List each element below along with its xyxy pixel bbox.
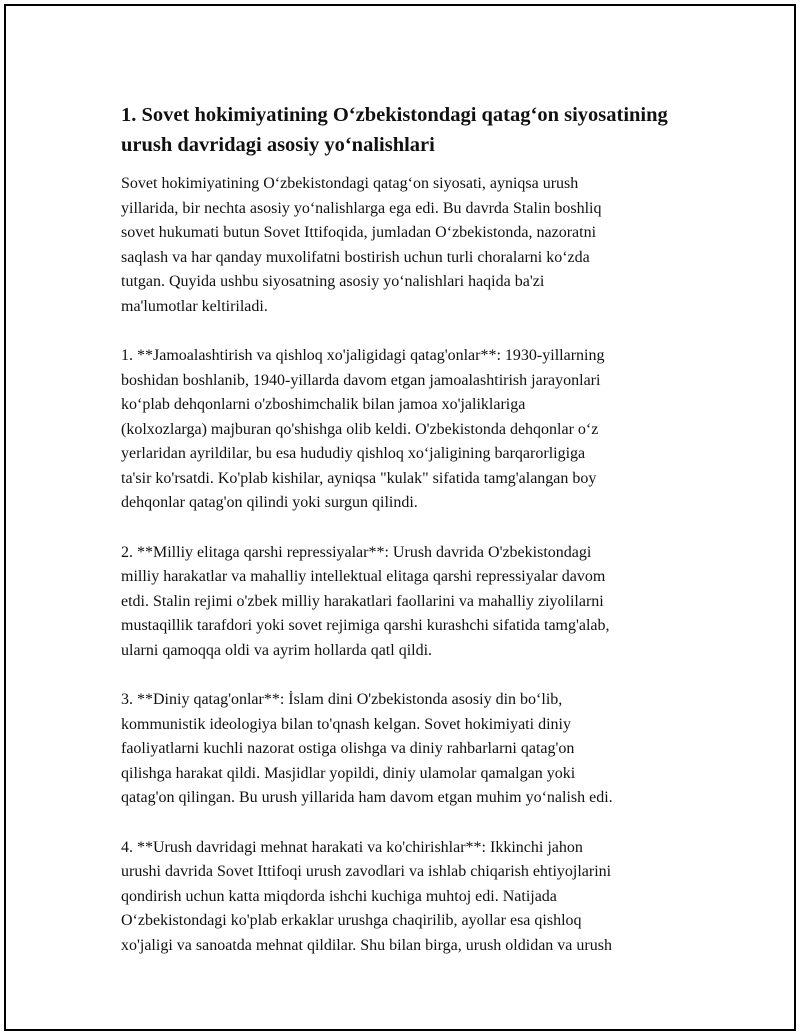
paragraph-wartime-labor: 4. **Urush davridagi mehnat harakati va ko'chirishlar**: Ikkinchi jahon urushi davrida Sovet Ittifoqi urush zavodlari va ishlab chiqarish ehtiyojlarini qondirish uchun katta miqdorda ishchi kuchiga muhtoj edi. Natijada O‘zbekistondagi ko'plab erkaklar urushga chaqirilib, ayollar esa qishloq xo'jaligi va sanoatda mehnat qildilar. Shu bilan birga, urush oldidan va urush [121,838,612,954]
paragraph-national-elite: 2. **Milliy elitaga qarshi repressiyalar**: Urush davrida O'zbekistondagi milliy harakatlar va mahalliy intellektual elitaga qarshi repressiyalar davom etdi. Stalin rejimi o'zbek milliy harakatlari faollarini va mahalliy ziyolilarni mustaqillik tarafdori yoki sovet rejimiga qarshi kurashchi sifatida tamg'alab, ularni qamoqqa oldi va ayrim hollarda qatl qildi. [121,543,610,659]
document-body [121,100,701,983]
intro-paragraph: Sovet hokimiyatining O‘zbekistondagi qatag‘on siyosati, ayniqsa urush yillarida, bir nechta asosiy yo‘nalishlarga ega edi. Bu davrda Stalin boshliq sovet hukumati butun Sovet Ittifoqida, jumladan O‘zbekistonda, nazoratni saqlash va har qanday muxolifatni bostirish uchun turli choralarni ko‘zda tutgan. Quyida ushbu siyosatning asosiy yo‘nalishlari haqida ba'zi ma'lumotlar keltiriladi. [121,175,602,315]
paragraph-religious-repression: 3. **Diniy qatag'onlar**: İslam dini O'zbekistonda asosiy din bo‘lib, kommunistik ideologiya bilan to'qnash kelgan. Sovet hokimiyati diniy faoliyatlarni kuchli nazorat ostiga olishga va diniy rahbarlarni qatag'on qilishga harakat qildi. Masjidlar yopildi, diniy ulamolar qamalgan yoki qatag'on qilingan. Bu urush yillarida ham davom etgan muhim yo‘nalish edi. [121,691,613,806]
page-frame [4,4,796,1031]
paragraph-collectivization: 1. **Jamoalashtirish va qishloq xo'jaligidagi qatag'onlar**: 1930-yillarning boshidan boshlanib, 1940-yillarda davom etgan jamoalashtirish jarayonlari ko‘plab dehqonlarni o'zboshimchalik bilan jamoa xo'jaliklariga (kolxozlarga) majburan qo'shishga olib keldi. O'zbekistonda dehqonlar o‘z yerlaridan ayrildilar, bu esa hududiy qishloq xo‘jaligining barqarorligiga ta'sir ko'rsatdi. Ko'plab kishilar, ayniqsa "kulak" sifatida tamg'alangan boy dehqonlar qatag'on qilindi yoki surgun qilindi. [121,347,605,511]
section-title: 1. Sovet hokimiyatining O‘zbekistondagi qatag‘on siyosatining urush davridagi asosiy yo‘nalishlari [121,104,668,156]
